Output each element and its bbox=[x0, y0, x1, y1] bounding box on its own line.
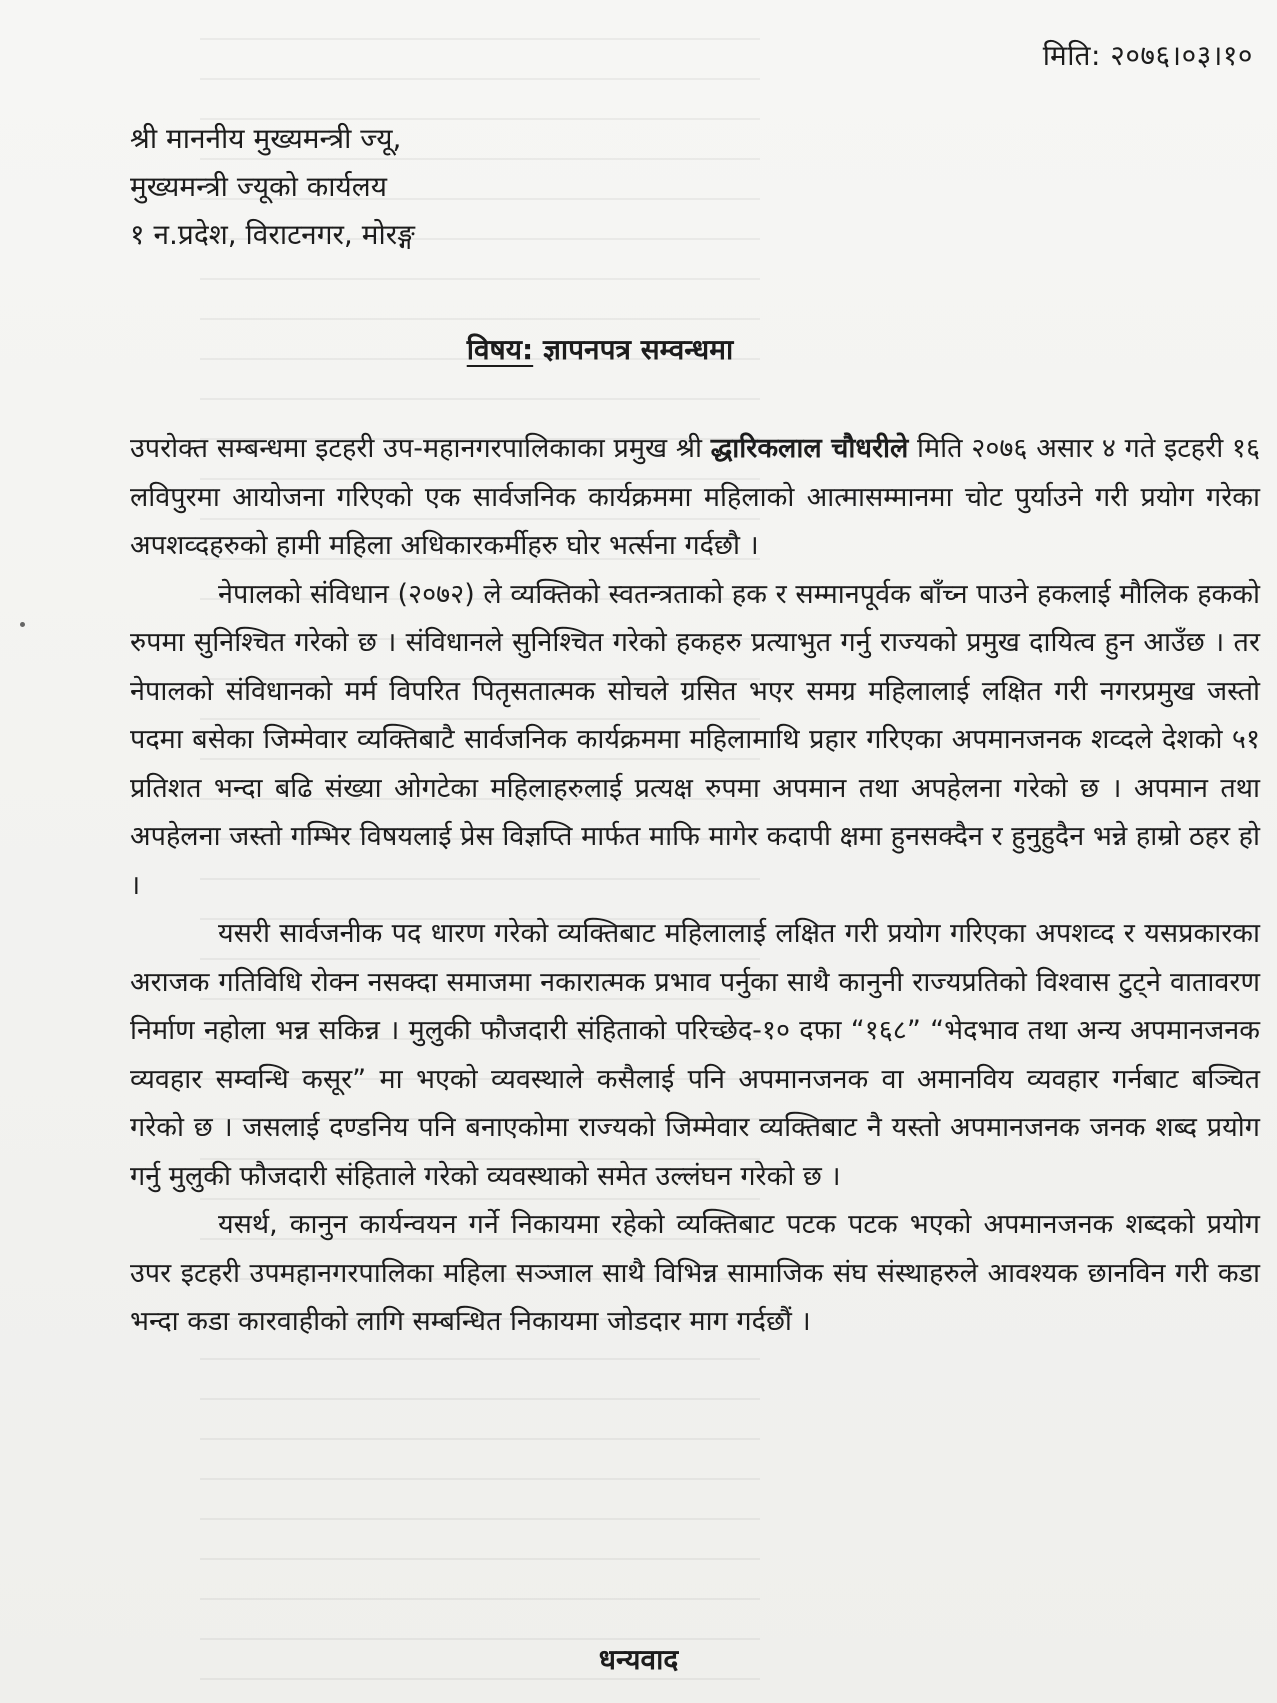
address-line-recipient: श्री माननीय मुख्यमन्त्री ज्यू, bbox=[130, 122, 402, 155]
subject-text: ज्ञापनपत्र सम्वन्धमा bbox=[542, 333, 734, 366]
paragraph-2: नेपालको संविधान (२०७२) ले व्यक्तिको स्वतन्त्रताको हक र सम्मानपूर्वक बाँच्न पाउने हकलाई मौलिक हकको रुपमा सुनिश्चित गरेको छ । संविधानले सुनिश्चित गरेको हकहरु प्रत्याभुत गर्नु राज्यको प्रमुख दायित्व हुन आउँछ । तर नेपालको संविधानको मर्म विपरित पितृसतात्मक सोचले ग्रसित भएर समग्र महिलालाई लक्षित गरी नगरप्रमुख जस्तो पदमा बसेका जिम्मेवार व्यक्तिबाटै सार्वजनिक कार्यक्रममा महिलामाथि प्रहार गरिएका अपमानजनक शव्दले देशको ५१ प्रतिशत भन्दा बढि संख्या ओगटेका महिलाहरुलाई प्रत्यक्ष रुपमा अपमान तथा अपहेलना गरेको छ । अपमान तथा अपहेलना जस्तो गम्भिर विषयलाई प्रेस विज्ञप्ति मार्फत माफि मागेर कदापी क्षमा हुनसक्दैन र हुनुहुदैन भन्ने हाम्रो ठहर हो । bbox=[130, 578, 1260, 901]
paragraph-1 bbox=[130, 425, 1260, 571]
paragraph-1-start: उपरोक्त सम्बन्धमा इटहरी उप-महानगरपालिकाका प्रमुख श्री bbox=[130, 433, 711, 464]
letter-body bbox=[130, 425, 1260, 1347]
address-line-location: १ न.प्रदेश, विराटनगर, मोरङ्ग bbox=[130, 218, 415, 251]
subject-label: विषय: bbox=[466, 333, 534, 366]
paragraph-1-end: मिति २०७६ असार ४ गते इटहरी १६ लविपुरमा आयोजना गरिएको एक सार्वजनिक कार्यक्रममा महिलाको आत्मासम्मानमा चोट पुर्याउने गरी प्रयोग गरेका अपशव्दहरुको हामी महिला अधिकारकर्मीहरु घोर भर्त्सना गर्दछौ । bbox=[130, 433, 1260, 561]
recipient-address bbox=[130, 115, 415, 259]
subject-line bbox=[0, 330, 1200, 368]
paragraph-4: यसर्थ, कानुन कार्यन्वयन गर्ने निकायमा रहेको व्यक्तिबाट पटक पटक भएको अपमानजनक शब्दको प्रयोग उपर इटहरी उपमहानगरपालिका महिला सञ्जाल साथै विभिन्न सामाजिक संघ संस्थाहरुले आवश्यक छानविन गरी कडा भन्दा कडा कारवाहीको लागि सम्बन्धित निकायमा जोडदार माग गर्दछौं । bbox=[130, 1209, 1260, 1337]
paragraph-3: यसरी सार्वजनीक पद धारण गरेको व्यक्तिबाट महिलालाई लक्षित गरी प्रयोग गरिएका अपशव्द र यसप्रकारका अराजक गतिविधि रोक्न नसक्दा समाजमा नकारात्मक प्रभाव पर्नुका साथै कानुनी राज्यप्रतिको विश्वास टुट्ने वातावरण निर्माण नहोला भन्न सकिन्न । मुलुकी फौजदारी संहिताको परिच्छेद-१० दफा “१६८” “भेदभाव तथा अन्य अपमानजनक व्यवहार सम्वन्धि कसूर” मा भएको व्यवस्थाले कसैलाई पनि अपमानजनक वा अमानविय व्यवहार गर्नबाट बञ्चित गरेको छ । जसलाई दण्डनिय पनि बनाएकोमा राज्यको जिम्मेवार व्यक्तिबाट नै यस्तो अपमानजनक जनक शब्द प्रयोग गर्नु मुलुकी फौजदारी संहिताले गरेको व्यवस्थाको समेत उल्लंघन गरेको छ । bbox=[130, 918, 1260, 1192]
mayor-name: द्धारिकलाल चौधरीले bbox=[710, 433, 909, 464]
letter-date: मिति: २०७६।०३।१० bbox=[1042, 39, 1253, 72]
paper-speck bbox=[20, 622, 25, 627]
address-line-office: मुख्यमन्त्री ज्यूको कार्यलय bbox=[130, 170, 387, 203]
closing-thanks: धन्यवाद bbox=[598, 1643, 679, 1676]
